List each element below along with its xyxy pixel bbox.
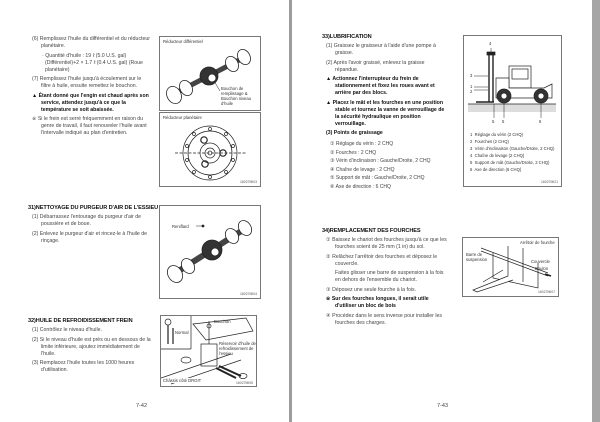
legend-item: 6 Axe de direction (6 CHQ) [470,167,522,172]
figure-forklift-grease-points [463,35,562,187]
legend-item: 3 Vérin d'inclinaison (Gauche/Droite, 2 CHQ) [470,146,555,151]
grease-points-heading: (3) Points de graissage [326,130,383,136]
note-text: ※ Sur des fourches longues, il serait utile d'utiliser un bloc de bois [326,296,429,309]
instruction-item: (1) Contrôlez le niveau d'huile. [32,327,102,333]
section-heading: 34)REMPLACEMENT DES FOURCHES [322,228,421,234]
label-cover: Couvercle [531,259,550,264]
label-fork-stopper: Arrêtoir de fourche [520,240,555,245]
note-bullet-icon: ※ [32,116,37,122]
section-33-steps [326,43,448,191]
figure-fork-carriage [462,237,559,297]
warning-icon: ▲ [326,99,332,106]
note-bullet-icon: ※ [326,296,331,302]
section-heading: 33)LUBRIFICATION [322,34,372,40]
callout-breather: Reniflard [172,224,189,229]
planetary-hub-illustration-icon [160,113,260,186]
callout-2: 2 [470,89,473,94]
warning-icon: ▲ [32,92,38,99]
label-normal: Normal [175,330,189,335]
callout-3: 3 [470,73,473,78]
note-text: ※ Si le frein est serré fréquemment en raison du genre de travail, il faut renouveler l'huile avant l'intervalle indiqué au plan d'entretien. [32,116,147,136]
figure-planetary-reducer [159,112,261,187]
section-32-steps [32,327,152,377]
grease-point: ⑤ Support de mât : Gauche/Droite, 2 CHQ [330,175,425,181]
figure-code: 16027MI05 [236,381,253,385]
callout-1: 1 [470,84,473,89]
manual-page-left [0,0,289,422]
callout-4: 4 [489,41,492,46]
section-heading: 32)HUILE DE REFROIDISSEMENT FREIN [28,318,133,324]
warning-icon: ▲ [326,76,332,82]
figure-code: 16027MI07 [538,290,555,294]
callout-5: 5 [502,119,505,124]
instruction-item: (3) Remplacez l'huile toutes les 1000 heures d'utilisation. [32,360,135,373]
grease-point: ① Réglage du vérin : 2 CHQ [330,141,394,147]
label-plug: Bouchon [214,319,231,324]
section-heading: 31)NETTOYAGE DU PURGEUR D'AIR DE L'ESSIEU [28,205,159,211]
instruction-item: (2) Enlevez le purgeur d'air et rincez-le à l'huile de rinçage. [32,230,148,244]
callout-fill-plug: Bouchon de remplissage & Bouchon niveau d'huile [221,86,252,106]
warning-text: ▲ Étant donné que l'engin est chaud après son service, attendez jusqu'à ce que la température se soit abaissée. [32,92,149,113]
instruction-item: (2) Après l'avoir graissé, enlevez la graisse répandue. [326,59,425,73]
callout-5: 5 [492,119,495,124]
figure-brake-cooling-oil [160,315,257,387]
grease-point: ④ Chaîne de levage : 2 CHQ [330,166,395,173]
oil-refill-instructions [32,36,150,140]
instruction-item: (1) Graissez le graisseur à l'aide d'une pompe à graisse. [326,43,436,56]
grease-point: ③ Vérin d'inclinaison : Gauche/Droite, 2 CHQ [330,158,431,164]
callout-6: 6 [539,119,542,124]
figure-title: Réducteur différentiel [163,39,203,44]
figure-axle-breather [159,205,261,299]
label-hanger-bar: Barre de suspension [466,252,488,262]
figure-code: 16027MI03 [240,180,257,184]
page-number: 7-42 [136,403,148,409]
instruction-item: ③ Déposez une seule fourche à la fois. [326,286,417,293]
label-bolt: Boulon [535,266,549,271]
instruction-item: Faites glisser une barre de suspension à la fois en dehors de l'ensemble du chariot. [335,270,444,283]
section-31-steps [32,214,152,247]
legend-item: 2 Fourches (2 CHQ) [470,139,509,144]
figure-title: Réducteur planétaire [163,115,202,120]
instruction-item: (7) Remplissez l'huile jusqu'à écoulement sur le filtre à huile, ensuite remettez le bouchon. [32,75,142,89]
instruction-item: (6) Remplissez l'huile du différentiel et du réducteur planétaire. [32,36,150,49]
instruction-item: ① Baissez le chariot des fourches jusqu'à ce que les fourches soient de 25 mm (1 in) du sol. [326,237,447,250]
instruction-item: (2) Si le niveau d'huile est près ou en dessous de la limite inférieure, ajoutez immédiatement de l'huile. [32,336,151,357]
axle-breather-illustration-icon [160,206,260,298]
instruction-item: (1) Débarrassez l'entourage du purgeur d'air de poussière et de boue. [32,214,141,227]
legend-item: 4 Chaîne de levage (2 CHQ) [470,153,525,158]
label-oil-reservoir: Réservoir d'huile de refroidissement de l'essieu [219,341,256,356]
grease-point: ⑥ Axe de direction : 6 CHQ [330,183,391,190]
page-number: 7-43 [437,403,449,409]
oil-quantity: · Quantité d'huile : 19 ℓ (5.0 U.S. gal) (Différentiel)+2 × 1.7 ℓ (0.4 U.S. gal) (Roue planétaire) [42,52,143,73]
warning-text: ▲ Actionnez l'interrupteur du frein de stationnement et fixez les roues avant et arrière par des blocs. [326,76,435,96]
manual-page-right [292,0,592,422]
grease-points-list [326,140,448,191]
label-chassis-right: Châssis côté DROIT [163,378,202,383]
grease-point: ② Fourches : 2 CHQ [330,149,377,156]
page-edge-shadow [592,0,600,422]
figure-code: 16027MI21 [541,180,558,184]
legend-item: 5 Support de mât (Gauche/Droite, 2 CHQ) [470,160,550,165]
instruction-item: ④ Procédez dans le sens inverse pour installer les fourches des charges. [326,312,442,326]
warning-text: ▲ Placez le mât et les fourches en une position stable et tournez la vanne de verrouillage de la sécurité hydraulique en position verrouillage. [326,99,445,127]
section-34-steps [326,237,448,329]
instruction-item: ② Relâchez l'arrêtoir des fourches et déposez le couvercle. [326,253,438,267]
figure-legend [470,131,560,173]
figure-code: 16027MI04 [240,292,257,296]
figure-differential-reducer [159,36,261,111]
legend-item: 1 Réglage du vérin (2 CHQ) [470,132,524,137]
